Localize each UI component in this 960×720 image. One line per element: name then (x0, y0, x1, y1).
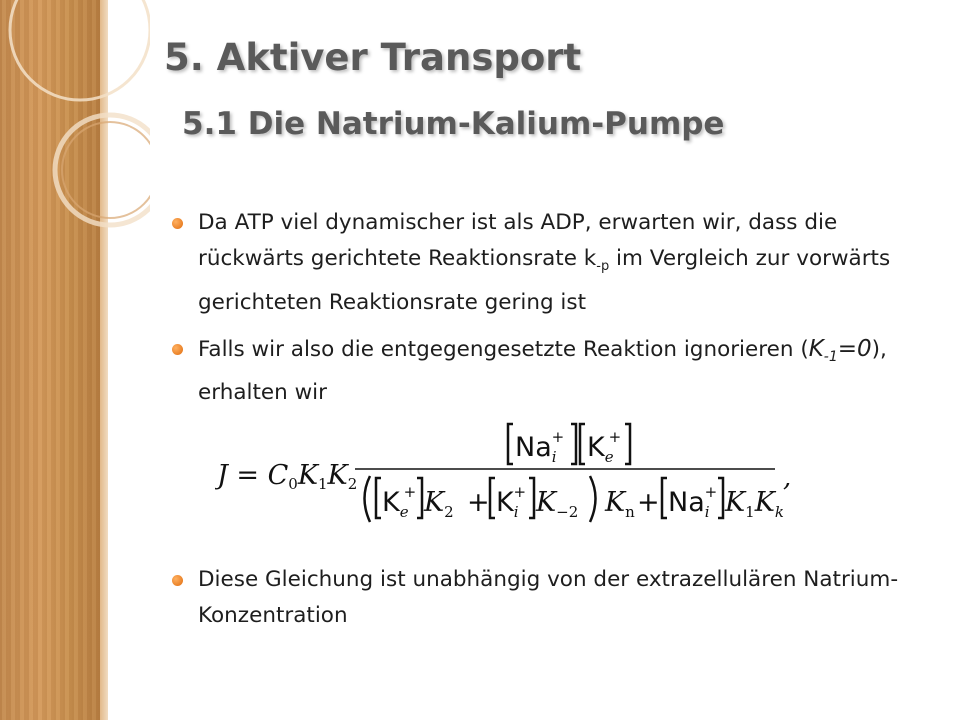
svg-text:+: + (637, 487, 660, 518)
svg-text:K2: $K_2$ (424, 487, 454, 521)
sodium-symbol: Na (515, 432, 552, 463)
subscript: -p (596, 259, 610, 274)
slide-title: 5. Aktiver Transport (164, 36, 582, 79)
equation-lhs: J = C (217, 460, 289, 491)
svg-text:Ki+: $K_i+$ (496, 483, 527, 521)
bullet-text: ), erhalten wir (198, 337, 887, 405)
numerator (508, 424, 630, 466)
bullet-text: Falls wir also die entgegengesetzte Reaktion ignorieren ( (198, 337, 809, 362)
equals-zero: =0 (837, 336, 872, 362)
subscript: 1 (318, 475, 328, 493)
bullet-item-ignore-reaction (172, 331, 932, 411)
svg-text:+: + (467, 487, 490, 518)
svg-text:Ke+: $K_e+$ (382, 483, 417, 521)
decorative-rings (0, 0, 150, 260)
bullet-list (172, 205, 932, 411)
svg-text:K1Kk: $K_1K_k$ (725, 487, 784, 521)
subscript: -1 (823, 349, 838, 365)
svg-text:K−2: $K_{-2}$ (536, 487, 579, 521)
superscript: + (551, 428, 565, 446)
svg-text:Nai+ (515, 428, 564, 466)
bullet-list-bottom (172, 562, 932, 634)
svg-text:Ke+ (587, 428, 621, 466)
denominator (365, 476, 784, 522)
rate-equation (215, 418, 815, 530)
subscript: e (604, 448, 614, 466)
k1-symbol: K (297, 460, 318, 491)
slide-subtitle: 5.1 Die Natrium-Kalium-Pumpe (182, 106, 725, 142)
svg-text:J = C0K1K2 (215, 460, 357, 493)
k2-symbol: K (327, 460, 348, 491)
subscript: 2 (347, 475, 358, 493)
superscript: + (608, 428, 622, 446)
bullet-item-atp (172, 205, 932, 321)
bullet-text: Diese Gleichung ist unabhängig von der extrazellulären Natrium-Konzentration (198, 567, 899, 628)
svg-text:Kn: $K_n$ (605, 487, 635, 521)
subscript: 0 (288, 475, 298, 493)
bullet-item-independence (172, 562, 932, 634)
comma: , (783, 463, 792, 493)
bullet-text: Da ATP viel dynamischer ist als ADP, erwarten wir, dass die rückwärts gerichtete Reaktionsrate k (198, 210, 838, 271)
svg-text:Nai+: $Na_i+$ (668, 483, 718, 521)
k-symbol: K (808, 336, 824, 362)
potassium-symbol: K (587, 432, 605, 463)
bullet-text: im Vergleich zur vorwärts gerichteten Reaktionsrate gering ist (198, 246, 891, 315)
subscript: i (551, 448, 557, 466)
